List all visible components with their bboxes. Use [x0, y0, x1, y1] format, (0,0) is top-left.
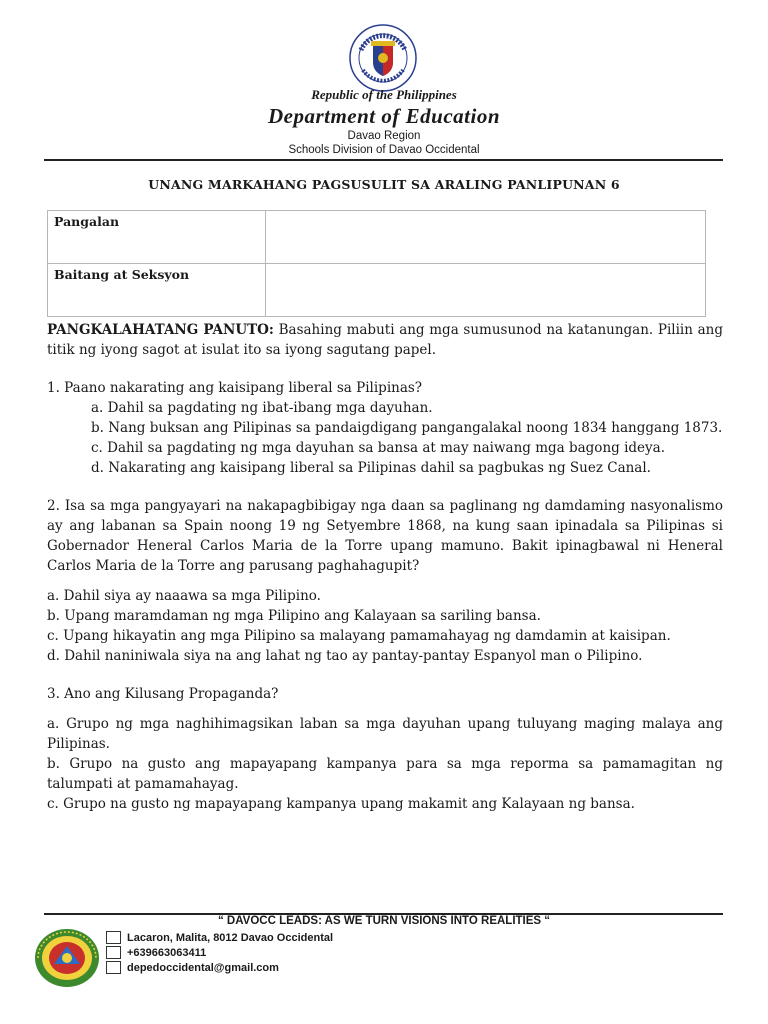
exam-title: UNANG MARKAHANG PAGSUSULIT SA ARALING PANLIPUNAN 6 — [148, 177, 620, 192]
name-row — [48, 211, 706, 264]
general-instructions — [47, 320, 723, 360]
footer-phone — [106, 946, 206, 959]
grade-section-row — [48, 264, 706, 317]
phone-text: +639663063411 — [127, 946, 207, 959]
email-icon — [106, 961, 121, 974]
question-2-option-c: c. Upang hikayatin ang mga Pilipino sa malayang pamamahayag ng damdamin at kaisipan. — [47, 628, 671, 644]
question-3: 3. Ano ang Kilusang Propaganda? — [47, 686, 279, 702]
grade-section-label: Baitang at Seksyon — [48, 264, 266, 317]
header-divider — [44, 159, 723, 161]
question-3-option-a: a. Grupo ng mga naghihimagsikan laban sa mga dayuhan upang tuluyang maging malaya ang Pilipinas. — [47, 716, 723, 752]
division-label: Schools Division of Davao Occidental — [288, 144, 480, 156]
exam-body — [47, 320, 723, 814]
question-2-option-b: b. Upang maramdaman ng mga Pilipino ang Kalayaan sa sariling bansa. — [47, 608, 541, 624]
location-icon — [106, 931, 121, 944]
email-text[interactable]: depedoccidental@gmail.com — [127, 961, 279, 974]
question-1: 1. Paano nakarating ang kaisipang liberal sa Pilipinas? — [47, 380, 423, 396]
question-1-option-b: b. Nang buksan ang Pilipinas sa pandaigdigang pangangalakal noong 1834 hanggang 1873. — [91, 420, 723, 436]
footer-address — [106, 931, 333, 944]
footer-email — [106, 961, 279, 974]
question-3-option-b: b. Grupo na gusto ang mapayapang kampanya para sa mga reporma sa pamamagitan ng talumpati at pamamahayag. — [47, 756, 723, 792]
grade-section-field[interactable] — [266, 264, 706, 317]
instructions-text: Basahing mabuti ang mga sumusunod na katanungan. Piliin ang titik ng iyong sagot at isulat ito sa iyong sagutang papel. — [47, 322, 723, 358]
deped-seal-icon — [349, 24, 417, 92]
question-1-option-a: a. Dahil sa pagdating ng ibat-ibang mga dayuhan. — [91, 400, 433, 416]
student-info-table — [47, 210, 706, 317]
region-label: Davao Region — [347, 130, 421, 142]
department-heading: Department of Education — [267, 104, 500, 128]
division-seal-icon — [34, 928, 100, 988]
question-2: 2. Isa sa mga pangyayari na nakapagbibigay nga daan sa paglinang ng damdaming nasyonalismo ay ang labanan sa Spain noong 19 ng Setyembre 1868, na kung saan ipinadala sa Pilipinas si Gobernador Heneral Carlos Maria de la Torre upang mamuno. Bakit ipinagbawal ni Heneral Carlos Maria de la Torre ang parusang paghahagupit? — [47, 498, 723, 574]
question-2-option-a: a. Dahil siya ay naaawa sa mga Pilipino. — [47, 588, 321, 604]
name-field[interactable] — [266, 211, 706, 264]
question-2-option-d: d. Dahil naniniwala siya na ang lahat ng tao ay pantay-pantay Espanyol man o Pilipino. — [47, 648, 643, 664]
name-label: Pangalan — [48, 211, 266, 264]
question-1-option-c: c. Dahil sa pagdating ng mga dayuhan sa bansa at may naiwang mga bagong ideya. — [91, 440, 665, 456]
address-text: Lacaron, Malita, 8012 Davao Occidental — [127, 931, 334, 944]
phone-icon — [106, 946, 121, 959]
footer-motto: “ DAVOCC LEADS: AS WE TURN VISIONS INTO REALITIES “ — [217, 915, 551, 927]
question-1-option-d: d. Nakarating ang kaisipang liberal sa Pilipinas dahil sa pagbukas ng Suez Canal. — [91, 460, 651, 476]
instructions-label: PANGKALAHATANG PANUTO: — [47, 322, 274, 338]
question-3-option-c: c. Grupo na gusto ng mapayapang kampanya upang makamit ang Kalayaan ng bansa. — [47, 796, 635, 812]
republic-heading: Republic of the Philippines — [311, 87, 457, 102]
